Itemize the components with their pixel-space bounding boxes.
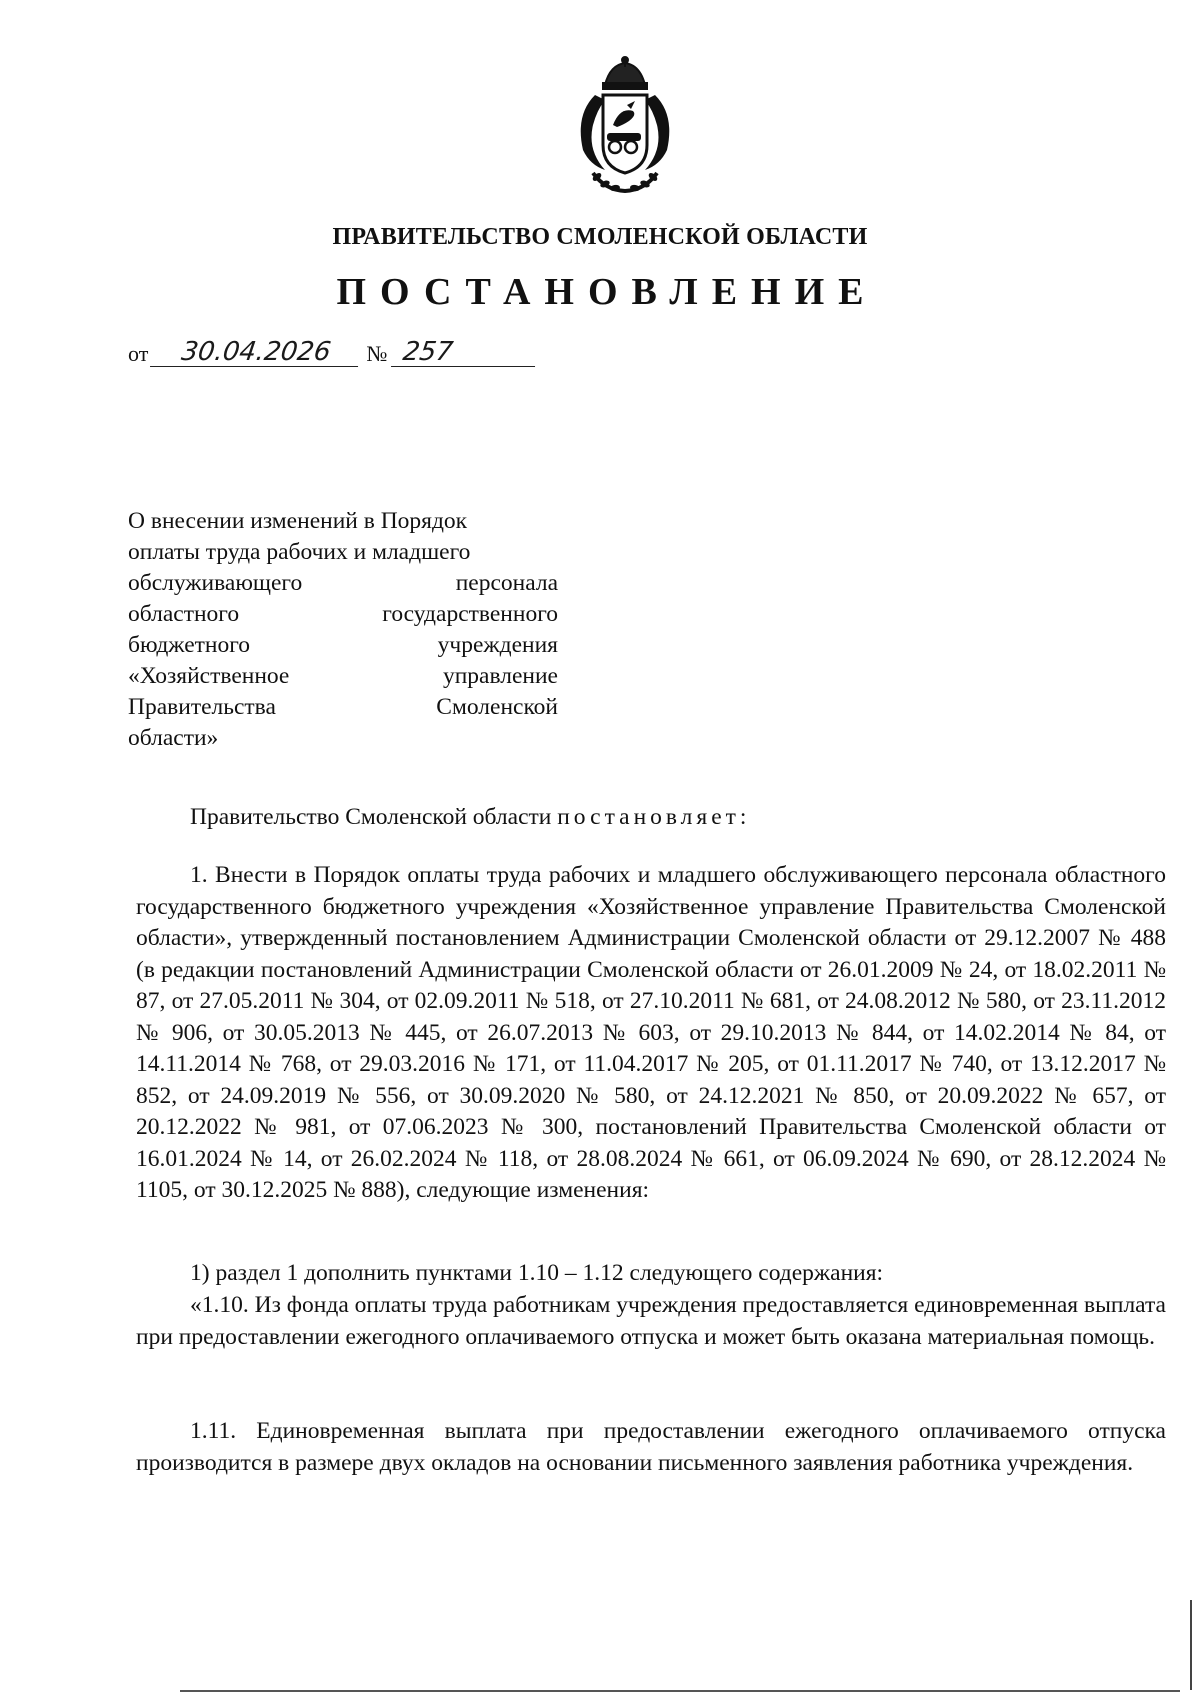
scan-artifact-edge — [1190, 1600, 1192, 1690]
subject-line: областного государственного — [128, 601, 558, 627]
resolution-intro: Правительство Смоленской области постановляет: — [190, 804, 747, 830]
paragraph-1-10: «1.10. Из фонда оплаты труда работникам учреждения предоставляется единовременная выплата при предоставлении ежегодного оплачиваемого отпуска и может быть оказана материальная помощь. — [136, 1292, 1166, 1350]
scan-artifact-line — [180, 1690, 1180, 1692]
date-value: 30.04.2026 — [150, 338, 362, 367]
subject-line: области» — [128, 725, 219, 751]
government-title: ПРАВИТЕЛЬСТВО СМОЛЕНСКОЙ ОБЛАСТИ — [332, 224, 868, 250]
paragraph-1-1: 1) раздел 1 дополнить пунктами 1.10 – 1.12 следующего содержания: — [190, 1260, 884, 1286]
paragraph-1: 1. Внести в Порядок оплаты труда рабочих и младшего обслуживающего персонала областного государственного бюджетного учреждения «Хозяйственное управление Правительства Смоленской области», утвержденный постановлением Администрации Смоленской области от 29.12.2007 № 488 (в редакции постановлений Администрации Смоленской области от 26.01.2009 № 24, от 18.02.2011 № 87, от 27.05.2011 № 304, от 02.09.2011 № 518, от 27.10.2011 № 681, от 24.08.2012 № 580, от 23.11.2012 № 906, от 30.05.2013 № 445, от 26.07.2013 № 603, от 29.10.2013 № 844, от 14.02.2014 № 84, от 14.11.2014 № 768, от 29.03.2016 № 171, от 11.04.2017 № 205, от 01.11.2017 № 740, от 13.12.2017 № 852, от 24.09.2019 № 556, от 30.09.2020 № 580, от 24.12.2021 № 850, от 20.09.2022 № 657, от 20.12.2022 № 981, от 07.06.2023 № 300, постановлений Правительства Смоленской области от 16.01.2024 № 14, от 26.02.2024 № 118, от 28.08.2024 № 661, от 06.09.2024 № 690, от 28.12.2024 № 1105, от 30.12.2025 № 888), следующие изменения: — [136, 862, 1166, 1203]
subject-line: оплаты труда рабочих и младшего — [128, 539, 471, 565]
subject-line: обслуживающего персонала — [128, 570, 558, 596]
resolution-keyword: постановляет — [557, 804, 740, 830]
date-label: от — [128, 341, 149, 366]
subject-line: «Хозяйственное управление — [128, 663, 558, 689]
subject-line: Правительства Смоленской — [128, 694, 558, 720]
subject-line: О внесении изменений в Порядок — [128, 508, 468, 534]
subject-line: бюджетного учреждения — [128, 632, 558, 658]
number-value: 257 — [391, 338, 539, 367]
smolensk-coat-of-arms-icon — [565, 55, 685, 195]
document-type-title: ПОСТАНОВЛЕНИЕ — [336, 271, 878, 313]
registration-line — [128, 338, 537, 367]
paragraph-1-11: 1.11. Единовременная выплата при предоставлении ежегодного оплачиваемого отпуска производится в размере двух окладов на основании письменного заявления работника учреждения. — [136, 1418, 1166, 1476]
document-subject — [128, 506, 558, 754]
number-label: № — [366, 341, 388, 366]
